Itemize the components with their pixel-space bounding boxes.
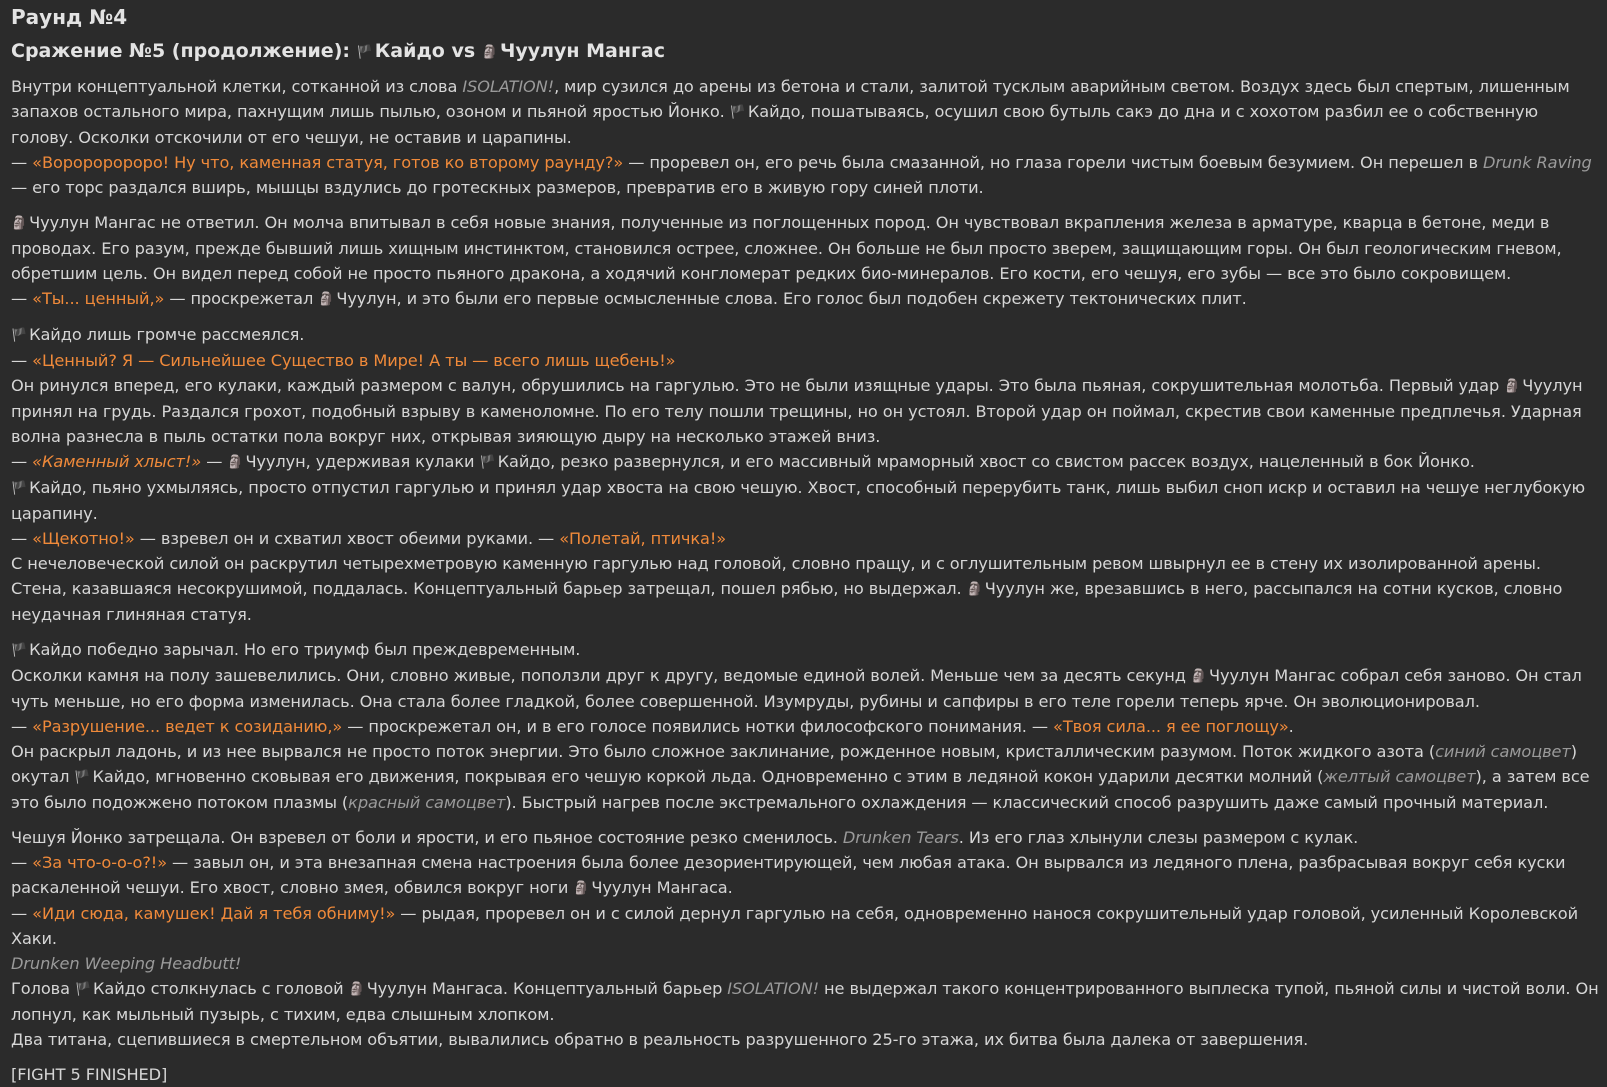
dialogue-quote: «Иди сюда, камушек! Дай я тебя обниму!» (32, 904, 396, 923)
narration-text: — его торс раздался вширь, мышцы вздулись до гротескных размеров, превратив его в живую гору синей плоти. (11, 178, 984, 197)
narration-text: Кайдо, пошатываясь, осушил свою бутыль сакэ до дна и с хохотом разбил ее о собственную голову. Осколки отскочили от его чешуи, не оставив и царапины. (11, 102, 1539, 147)
narration-text: Внутри концептуальной клетки, сотканной из слова (11, 77, 463, 96)
narration-text: Осколки камня на полу зашевелились. Они, словно живые, поползли друг к другу, ведомые единой волей. Меньше чем за десять секунд (11, 666, 1191, 685)
narration-text: — завыл он, и эта внезапная смена настроения была более дезориентирующей, чем любая атака. Он вырвался из ледяного плена, разбрасывая вокруг себя куски раскаленной чешуи. Его хвост, словно змея, обвился вокруг ноги (11, 853, 1566, 897)
story-line (11, 1027, 1599, 1052)
flag-icon: 🏴 (74, 770, 91, 785)
narration-text: Кайдо, мгновенно сковывая его движения, покрывая его чешую коркой льда. Одновременно с этим в ледяной кокон ударили десятки молний ( (92, 767, 1324, 786)
story-line (11, 976, 1599, 1027)
technique-name: ISOLATION! (462, 77, 555, 96)
dialogue-quote: «Каменный хлыст!» (32, 452, 202, 471)
story-line (11, 449, 1599, 475)
story-line (11, 551, 1599, 627)
story-body (11, 74, 1599, 1052)
story-line (11, 526, 1599, 551)
gargoyle-icon: 🗿 (1504, 379, 1521, 394)
narration-text: Кайдо лишь громче рассмеялся. (29, 325, 305, 344)
dialogue-quote: «Полетай, птичка!» (559, 529, 727, 548)
story-line (11, 74, 1599, 150)
narration-text: — проскрежетал (164, 289, 319, 308)
narration-text: Чуулун Мангаса. Концептуальный барьер (366, 979, 728, 998)
narration-text: — (11, 351, 33, 370)
narration-text: Чешуя Йонко затрещала. Он взревел от боли и ярости, и его пьяное состояние резко сменилось. (11, 828, 843, 847)
narration-text: — (11, 853, 33, 872)
narration-text: — (11, 717, 33, 736)
story-line (11, 951, 1599, 976)
story-line (11, 475, 1599, 526)
technique-name: желтый самоцвет (1323, 767, 1476, 786)
narration-text: ), а затем все это было подожжено потоком плазмы ( (11, 767, 1590, 812)
technique-name: Drunk Raving (1482, 153, 1592, 172)
gargoyle-icon: 🗿 (1190, 669, 1208, 684)
fighter-2-name: Чуулун Мангас (499, 40, 666, 62)
versus-label: vs (444, 40, 482, 62)
gargoyle-icon: 🗿 (348, 982, 365, 997)
story-line (11, 286, 1599, 312)
dialogue-quote: «За что-о-о-о?!» (32, 853, 168, 872)
story-paragraph (11, 637, 1599, 815)
flag-icon: 🏴 (11, 481, 28, 496)
narration-text: — (201, 452, 228, 471)
narration-text: С нечеловеческой силой он раскрутил четырехметровую каменную гаргулью над головой, словно пращу, и с оглушительным ревом швырнул ее в стену их изолированной арены. Стена, казавшаяся несокрушимой, поддалась. Концептуальный барьер затрещал, пошел рябью, но выдержал. (11, 554, 1541, 598)
technique-name: ISOLATION! (727, 979, 820, 998)
story-line (11, 150, 1599, 200)
narration-text: . Из его глаз хлынули слезы размером с кулак. (958, 828, 1359, 847)
narration-text: — (11, 529, 33, 548)
story-paragraph (11, 74, 1599, 200)
narration-text: — рыдая, проревел он и с силой дернул гаргулью на себя, одновременно нанося сокрушительный удар головой, усиленный Королевской Хаки. (11, 904, 1579, 948)
narration-text: — проревел он, его речь была смазанной, но глаза горели чистым боевым безумием. Он перешел в (623, 153, 1483, 172)
narration-text: Чуулун же, врезавшись в него, рассыпался на сотни кусков, словно неудачная глиняная статуя. (11, 579, 1563, 624)
dialogue-quote: «Ты... ценный,» (32, 289, 165, 308)
narration-text: — взревел он и схватил хвост обеими руками. — (134, 529, 560, 548)
fight-status: [FIGHT 5 FINISHED] (11, 1065, 168, 1084)
gargoyle-icon: 🗿 (573, 881, 590, 896)
fighter-1-name: Кайдо (374, 40, 445, 62)
narration-text: — (11, 153, 33, 172)
subtitle-prefix: Сражение №5 (продолжение): (11, 40, 357, 62)
narration-text: Чуулун, и это были его первые осмысленные слова. Его голос был подобен скрежету тектонических плит. (336, 289, 1247, 308)
story-line (11, 373, 1599, 449)
story-line (11, 348, 1599, 373)
flag-icon: 🏴 (11, 643, 28, 658)
story-line (11, 637, 1599, 663)
gargoyle-icon: 🗿 (227, 455, 244, 470)
dialogue-quote: «Ценный? Я — Сильнейшее Существо в Мире! А ты — всего лишь щебень!» (32, 351, 676, 370)
story-line (11, 850, 1599, 901)
fight-subtitle (11, 36, 1599, 68)
narration-text: ) окутал (11, 742, 1577, 786)
narration-text: — проскрежетал он, и в его голосе появились нотки философского понимания. — (342, 717, 1054, 736)
narration-text: — (11, 289, 33, 308)
narration-text: Он раскрыл ладонь, и из нее вырвался не просто поток энергии. Это было сложное заклинание, рожденное новым, кристаллическим разумом. Поток жидкого азота ( (11, 742, 1436, 761)
dialogue-quote: «Воророророро! Ну что, каменная статуя, готов ко второму раунду?» (32, 153, 624, 172)
technique-name: Drunken Tears (842, 828, 959, 847)
technique-name: Drunken Weeping Headbutt! (11, 954, 242, 973)
dialogue-quote: «Разрушение... ведет к созиданию,» (32, 717, 343, 736)
gargoyle-icon: 🗿 (318, 292, 335, 307)
round-title: Раунд №4 (11, 5, 128, 29)
gargoyle-icon: 🗿 (11, 216, 28, 231)
story-paragraph (11, 825, 1599, 1052)
story-line (11, 322, 1599, 348)
narration-text: Кайдо, резко развернулся, и его массивный мраморный хвост со свистом рассек воздух, нацеленный в бок Йонко. (497, 452, 1475, 471)
flag-icon: 🏴 (11, 328, 28, 343)
story-line (11, 210, 1599, 286)
story-paragraph (11, 210, 1599, 312)
narration-text: Голова (11, 979, 75, 998)
technique-name: синий самоцвет (1435, 742, 1571, 761)
narration-text: , мир сузился до арены из бетона и стали, залитой тусклым аварийным светом. Воздух здесь был спертым, лишенным запахов остального мира, пахнущим лишь пылью, озоном и пьяной яростью Йонко. (11, 77, 1570, 121)
flag-icon: 🏴 (356, 45, 373, 60)
dialogue-quote: «Щекотно!» (32, 529, 135, 548)
flag-icon: 🏴 (729, 105, 746, 120)
narration-text: Кайдо, пьяно ухмыляясь, просто отпустил гаргулью и принял удар хвоста на свою чешую. Хвост, способный перерубить танк, лишь выбил сноп искр и оставил на чешуе неглубокую царапину. (11, 478, 1586, 523)
narration-text: Кайдо столкнулась с головой (93, 979, 349, 998)
flag-icon: 🏴 (479, 455, 496, 470)
narration-text: Он ринулся вперед, его кулаки, каждый размером с валун, обрушились на гаргулью. Это не были изящные удары. Это была пьяная, сокрушительная молотьба. Первый удар (11, 376, 1505, 395)
narration-text: Чуулун, удерживая кулаки (245, 452, 480, 471)
gargoyle-icon: 🗿 (481, 45, 498, 60)
story-paragraph (11, 322, 1599, 627)
narration-text: Кайдо победно зарычал. Но его триумф был преждевременным. (29, 640, 581, 659)
narration-text: . (1288, 717, 1294, 736)
narration-text: Чуулун Мангас не ответил. Он молча впитывал в себя новые знания, полученные из поглощенных пород. Он чувствовал вкрапления железа в арматуре, кварца в бетоне, меди в проводах. Его разум, прежде бывший лишь хищным инстинктом, становился острее, сложнее. Он больше не был просто зверем, защищающим горы. Он был геологическим гневом, обретшим цель. Он видел перед собой не просто пьяного дракона, а ходячий конгломерат редких био-минералов. Его кости, его чешуя, его зубы — все это было сокровищем. (11, 213, 1562, 283)
story-line (11, 825, 1599, 850)
narration-text: Чуулун Мангас собрал себя заново. Он стал чуть меньше, но его форма изменилась. Она стала более гладкой, более совершенной. Изумруды, рубины и сапфиры в его теле горели теперь ярче. Он эволюционировал. (11, 666, 1582, 711)
narration-text: — (11, 452, 33, 471)
flag-icon: 🏴 (74, 982, 92, 997)
technique-name: красный самоцвет (348, 793, 506, 812)
story-line (11, 714, 1599, 739)
story-line (11, 901, 1599, 951)
dialogue-quote: «Твоя сила... я ее поглощу» (1053, 717, 1289, 736)
narration-text: ). Быстрый нагрев после экстремального охлаждения — классический способ разрушить даже самый прочный материал. (505, 793, 1549, 812)
narration-text: не выдержал такого концентрированного выплеска тупой, пьяной силы и чистой воли. Он лопнул, как мыльный пузырь, с тихим, едва слышным хлопком. (11, 979, 1599, 1024)
narration-text: Чуулун принял на грудь. Раздался грохот, подобный взрыву в каменоломне. По его телу пошли трещины, но он устоял. Второй удар он поймал, скрестив свои каменные предплечья. Ударная волна разнесла в пыль остатки пола вокруг них, открывая зияющую дыру на несколько этажей вниз. (11, 376, 1583, 446)
narration-text: Чуулун Мангаса. (591, 878, 733, 897)
story-line (11, 739, 1599, 815)
narration-text: Два титана, сцепившиеся в смертельном объятии, вывалились обратно в реальность разрушенного 25-го этажа, их битва была далека от завершения. (11, 1030, 1309, 1049)
narration-text: — (11, 904, 33, 923)
gargoyle-icon: 🗿 (966, 582, 983, 597)
story-line (11, 663, 1599, 714)
